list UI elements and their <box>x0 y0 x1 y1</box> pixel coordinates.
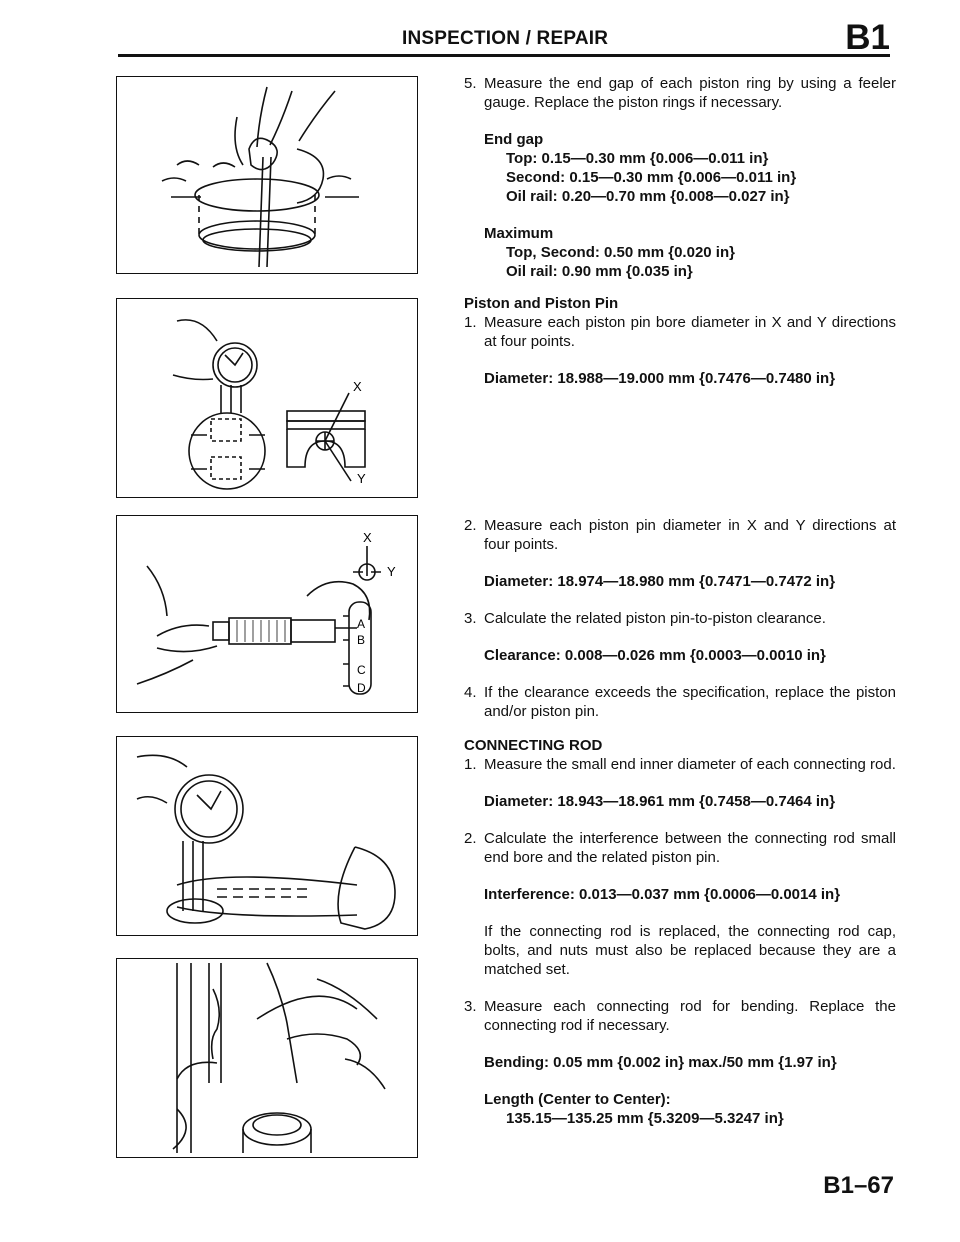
step-text: Measure each piston pin diameter in X and Y directions at four points. <box>484 517 896 553</box>
ring-end-gap-illustration <box>117 77 417 273</box>
step-text: Measure the small end inner diameter of each connecting rod. <box>484 756 896 773</box>
figure-rod-bending <box>116 958 418 1158</box>
fig3-b-label: B <box>357 633 366 647</box>
step5-ring-gap <box>464 74 896 281</box>
rod-bending-illustration <box>117 959 417 1157</box>
step-number: 3. <box>464 998 477 1015</box>
length-value: 135.15—135.25 mm {5.3209—5.3247 in} <box>506 1110 784 1127</box>
step-5 <box>464 74 896 112</box>
section-code: B1 <box>845 18 890 57</box>
fig3-y-label: Y <box>387 564 396 579</box>
piston-step-3 <box>464 609 896 628</box>
fig2-x-label: X <box>353 379 362 394</box>
step-number: 1. <box>464 756 477 773</box>
step-text: Calculate the related piston pin-to-piston clearance. <box>484 610 826 627</box>
bending-spec: Bending: 0.05 mm {0.002 in} max./50 mm {1.97 in} <box>484 1054 837 1071</box>
step-text: Calculate the interference between the connecting rod small end bore and the related piston pin. <box>484 830 896 866</box>
step-number: 5. <box>464 75 477 92</box>
header-rule <box>118 54 890 57</box>
piston-bore-illustration <box>117 299 417 497</box>
piston-pin-steps <box>464 516 896 721</box>
step-number: 3. <box>464 610 477 627</box>
step-number: 4. <box>464 684 477 701</box>
piston-pin-section <box>464 294 896 388</box>
step-number: 1. <box>464 314 477 331</box>
end-gap-second: Second: 0.15—0.30 mm {0.006—0.011 in} <box>506 169 797 186</box>
section-heading: CONNECTING ROD <box>464 737 603 754</box>
figure-piston-bore <box>116 298 418 498</box>
max-oil-rail: Oil rail: 0.90 mm {0.035 in} <box>506 263 693 280</box>
page-header <box>118 18 890 57</box>
rod-step-3 <box>464 997 896 1035</box>
interference-spec: Interference: 0.013—0.037 mm {0.0006—0.0014 in} <box>484 886 841 903</box>
piston-pin-illustration <box>117 516 417 712</box>
fig2-y-label: Y <box>357 471 366 486</box>
maximum-label: Maximum <box>484 225 554 242</box>
section-heading: Piston and Piston Pin <box>464 295 619 312</box>
small-end-diameter-spec: Diameter: 18.943—18.961 mm {0.7458—0.7464 in} <box>484 793 836 810</box>
rod-step-2 <box>464 829 896 867</box>
figure-ring-end-gap <box>116 76 418 274</box>
pin-diameter-spec: Diameter: 18.974—18.980 mm {0.7471—0.7472 in} <box>484 573 836 590</box>
piston-step-1 <box>464 313 896 351</box>
page-title: INSPECTION / REPAIR <box>402 28 609 49</box>
end-gap-top: Top: 0.15—0.30 mm {0.006—0.011 in} <box>506 150 769 167</box>
piston-step-2 <box>464 516 896 554</box>
fig3-a-label: A <box>357 617 366 631</box>
rod-step-1 <box>464 755 896 774</box>
step-text: Measure the end gap of each piston ring by using a feeler gauge. Replace the piston rings if necessary. <box>484 75 896 111</box>
length-label: Length (Center to Center): <box>484 1091 671 1108</box>
connecting-rod-section <box>464 736 896 1128</box>
matched-set-note: If the connecting rod is replaced, the connecting rod cap, bolts, and nuts must also be replaced because they are a matched set. <box>484 923 896 978</box>
piston-step-4 <box>464 683 896 721</box>
step-text: Measure each piston pin bore diameter in X and Y directions at four points. <box>484 314 896 350</box>
fig3-x-label: X <box>363 530 372 545</box>
figure-piston-pin <box>116 515 418 713</box>
clearance-spec: Clearance: 0.008—0.026 mm {0.0003—0.0010 in} <box>484 647 826 664</box>
end-gap-label: End gap <box>484 131 544 148</box>
fig3-d-label: D <box>357 681 366 695</box>
figure-rod-small-end <box>116 736 418 936</box>
bore-diameter-spec: Diameter: 18.988—19.000 mm {0.7476—0.7480 in} <box>484 370 836 387</box>
fig3-c-label: C <box>357 663 366 677</box>
step-text: Measure each connecting rod for bending. Replace the connecting rod if necessary. <box>484 998 896 1034</box>
step-number: 2. <box>464 517 477 534</box>
step-text: If the clearance exceeds the specification, replace the piston and/or piston pin. <box>484 684 896 720</box>
end-gap-oil-rail: Oil rail: 0.20—0.70 mm {0.008—0.027 in} <box>506 188 790 205</box>
step-number: 2. <box>464 830 477 847</box>
max-top-second: Top, Second: 0.50 mm {0.020 in} <box>506 244 735 261</box>
page-number: B1–67 <box>823 1172 894 1199</box>
rod-small-end-illustration <box>117 737 417 935</box>
